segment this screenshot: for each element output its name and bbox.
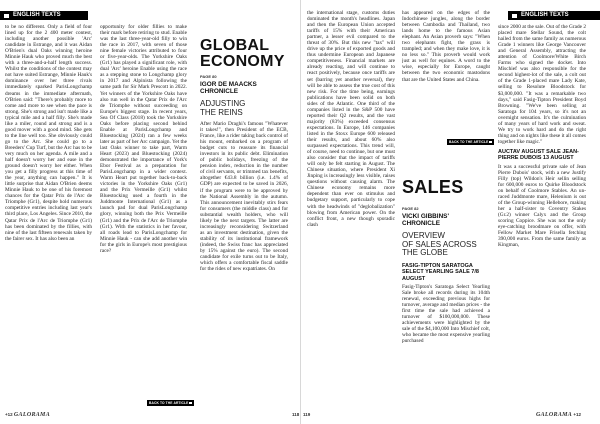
- section-title-sales: SALES: [402, 177, 464, 197]
- deck: [402, 232, 477, 258]
- back-to-article-label: BACK TO THE ARTICLE: [449, 140, 489, 144]
- deck-line: THE GLOBE: [402, 248, 448, 258]
- byline-line: CHRONICLE: [200, 88, 238, 96]
- back-to-article-label: BACK TO THE ARTICLE: [149, 401, 189, 405]
- article-column-3: [200, 121, 288, 406]
- title-line: ECONOMY: [200, 53, 285, 70]
- page-tag: PAGE 82: [402, 206, 419, 211]
- arrow-icon: [189, 402, 192, 405]
- byline-line: CHRONICLE: [402, 220, 440, 228]
- body-text: since 2000 at the sale. Out of the Grade 2 placed mare Stellar Sound, the colt hailed from the same family as numerous Grade 1 winners like George Vancouver and General Assembly, attracting the attention of Coolmore/White Birch Farms who signed the docket. Into Mischief was also responsible for the second highest-lot of the sale, a colt out of the Grade 1-placed mare Lady Kate, selling to Resolute Bloodstock for $3,000,000. "It was a remarkable two days," said Fasig-Tipton President Boyd Browning. "We've been selling at Saratoga for 104 years, so it's not an overnight sensation. It's the culmination of many years of hard work and sweat. We try to work hard and do the right thing and on nights like these it all comes together like magic.": [498, 24, 586, 145]
- back-to-article-button[interactable]: [147, 400, 194, 406]
- title-line: GLOBAL: [200, 37, 270, 54]
- footer-page-number: +12: [5, 412, 13, 417]
- sale-subhead: AUCTAV AUGUST SALE JEAN-PIERRE DUBOIS 13 AUGUST: [498, 148, 579, 162]
- article-column-7: [498, 24, 586, 408]
- article-column-5: [402, 10, 490, 134]
- section-header-right: [508, 11, 600, 20]
- body-text: Fasig-Tipton's Saratoga Select Yearling Sale broke all records during its 104th renewal, exceeding previous highs for turnover, average and median prices - the first time the sale had achieved a turnover of $100,000,000. These achievements were highlighted by the sale of the $4,100,000 Into Mischief colt, who became the most expensive yearling purchased: [402, 283, 490, 345]
- magazine-logo: GALORAMA: [13, 412, 50, 418]
- body-text: It was a successful private sale of Jean Pierre Dubois' stock, with a new Justify Filly (top) Wildon's Heir sellin selling for 600,000 euros to Quirke Bloodstock on behalf of Coolmore Stables. An un-raced Juddmonte mare, Helenium is out of the Group-winning Hellebore, making her a half-sister to Coventry Stakes (Gr.2) winner Calyx and the Group scoring Coppice. She was not the only eye-catching broodmare on offer, with Fellow Market Mare Frisella fetching 390,000 euros. From the same family as Kingman,: [498, 163, 586, 249]
- body-text: has appeared on the edges of the Indochinese jungles, along the border between Cambodia and Thailand, two lands home to the famous Asian elephant. An Asian proverb says: "When two elephants fight, the grass is trampled; and when they make love, it is no less so." This proverb would work just as well for equines. A word to the wise, especially for Europe, caught between the two economic mastodons that are the United States and China.: [402, 10, 490, 83]
- section-title-economy: [200, 38, 285, 70]
- square-icon: [4, 14, 9, 18]
- article-column-6: [402, 262, 490, 406]
- body-text: the international stage, customs duties dominated the month's headlines. Japan and then the European Union accepted tariffs of 15% with their American partner, a lesser evil compared to the threat of 30%. But this new "tax" will drive up the price of exported goods and thus undermine European and Japanese competitiveness. Financial markets are already reacting, and will continue to react positively, because once tariffs are set (barring yet another reversal), they will be able to assess the true cost of this new risk. For the time being, earnings publications have been solid on both sides of the Atlantic. One third of the companies listed in the S&P 500 have reported their Q2 results, and the vast majority (83%) exceeded consensus expectations. In Europe, 146 companies listed in the Stoxx Europe 600 released their results, and about 60% also surpassed expectations. This trend will, of course, need to continue, but one must also consider that the impact of tariffs will only be felt starting in August. The Chinese situation, where President Xi Jinping is increasingly less visible, raises questions without causing alarm. The Chinese economy remains more dependent than ever on stimulus and budgetary support, particularly to cope with the headwinds of "deglobalization" blowing from American power. On the conflict front, a new though sporadic clash: [307, 10, 395, 228]
- footer-page-119: 119: [303, 412, 311, 417]
- arrow-icon: [489, 141, 492, 144]
- article-column-2: [100, 24, 187, 408]
- byline-line: VICKI GIBBINS': [402, 213, 449, 220]
- body-text: opportunity for older fillies to make their mark before retiring to stud. Enable was the last three-year-old filly to win the race in 2017, with seven of those nine female victories attributed to four or five-year-olds. The Yorkshire Oaks (Gr1) has played a significant role, with dual 'Arc' heroine Enable using the race as a stepping stone to Longchamp glory in 2017 and Alpinista following the same path for Sir Mark Prescott in 2022. Yet winners of the Yorkshire Oaks have also run well in the Qatar Prix de l'Arc de Triomphe without succeeding on Europe's biggest stage. In recent years, Sea Of Class (2018) took the Yorkshire Oaks before placing second behind Enable at ParisLongchamp and Bluestocking (2024) ran a few weeks later as part of her Arc campaign. Yet the last Oaks winner to take part, Warm Heart (2023) and Bluestocking (2024) demonstrated the importance of York's Ebor Festival as a preparation for ParisLongchamp in a wider context. Warm Heart put together back-to-back victories in the Yorkshire Oaks (Gr1) and the Prix Vermeille (Gr1) whilst Bluestocking used a fourth in the Juddmonte International (Gr1) as a launch pad for dual ParisLongchamp glory, winning both the Prix Vermeille (Gr1) and the Prix de l'Arc de Triomphe (Gr1). With the statistics in her favour, all roads lead to ParisLongchamp for Minnie Hauk - can she add another win for the girls in Europe's most prestigious race?: [100, 24, 187, 254]
- deck-line: ADJUSTING: [200, 99, 246, 108]
- footer-left: [5, 412, 50, 418]
- deck: [200, 100, 245, 117]
- deck-line: OVERVIEW: [402, 231, 445, 240]
- article-column-4: [307, 10, 395, 408]
- section-header-label: ENGLISH TEXTS: [521, 12, 569, 18]
- body-text: After Mario Draghi's famous "Whatever it takes!", then President of the ECB, France, like a rider taking back control of his mount, embarked on a program of budget cuts to reassure its financial investors in its public debt. Elimination of public holidays, freezing of the pension index, reduction in the number of civil servants, or trimmed tax benefits, altogether €43.8 billion (i.e. 1.4% of GDP) are expected to be saved in 2026, if the program were to be approved by the National Assembly in the autumn. This announcement inevitably stirs fears for consumers (the middle class) and for substantial wealth holders, who will likely be the next targets. The latter are increasingly reconsidering Switzerland as an investment destination, given the stability of its institutional framework (indeed, the Swiss franc has appreciated by 15% against the euro). The second candidate for exile turns out to be Italy, which offers a comfortable fiscal saddle for the rides of new expatriates. On: [200, 121, 288, 273]
- magazine-logo: GALORAMA: [536, 412, 573, 418]
- byline-line: IGOR DE MAACKS: [200, 81, 257, 88]
- footer-right: [536, 412, 581, 418]
- sale-subhead: FASIG-TIPTON SARATOGA SELECT YEARLING SALE 7/8 AUGUST: [402, 263, 479, 282]
- page-gutter: [300, 0, 301, 424]
- deck-line: THE REINS: [200, 107, 243, 117]
- footer-page-118: 118: [292, 412, 300, 417]
- section-header-label: ENGLISH TEXTS: [13, 12, 61, 18]
- byline: [402, 213, 449, 227]
- section-header-left: [0, 11, 88, 20]
- footer-page-number: +12: [573, 412, 581, 417]
- body-text: to be no different. Only a field of four lined up for the 2 400 meter contest, including another possible 'Arc' candidate in Estrange, and it was Aidan O'Brien's dual Oaks winning heroine Minnie Hauk who proved much the best with a three-and-a-half length success. Whilst the conditions of the contest may not have suited Estrange, Minnie Hauk's dominance over her three rivals immediately sparked ParisLongchamp dreams in the immediate aftermath, O'Brien said: "There's probably more to come and more to see when the pace is strong. She's strong and isn't made like a typical mile and a half filly. She's made like a miler, round and strong and is a good mover with a good mind. She gets to the line well too. She obviously could go to the Arc. She could go to a Breeders' Cup Turf, but the Arc has to be very much on her agenda. A mile and a half doesn't worry her and ease in the ground doesn't worry her either. When you get a filly progress at this time of the year, anything can happen." It is little surprise that Aidan O'Brien deems Minnie Hauk to be one of his foremost chances for the Qatar Prix de l'Arc de Triomphe (Gr1), despite hold numerous competitive entries including last year's third place, Los Angeles. Since 2010, the Qatar Prix de l'Arc de Triomphe (Gr1) has been dominated by the fillies, with nine of the last fifteen renewals taken by the fairer sex. It has also been an: [5, 24, 92, 242]
- byline: [200, 81, 257, 95]
- article-column-1: [5, 24, 92, 408]
- back-to-article-button[interactable]: [447, 139, 494, 145]
- deck-line: OF SALES ACROSS: [402, 239, 477, 249]
- page-tag: PAGE 80: [200, 74, 217, 79]
- square-icon: [512, 14, 517, 18]
